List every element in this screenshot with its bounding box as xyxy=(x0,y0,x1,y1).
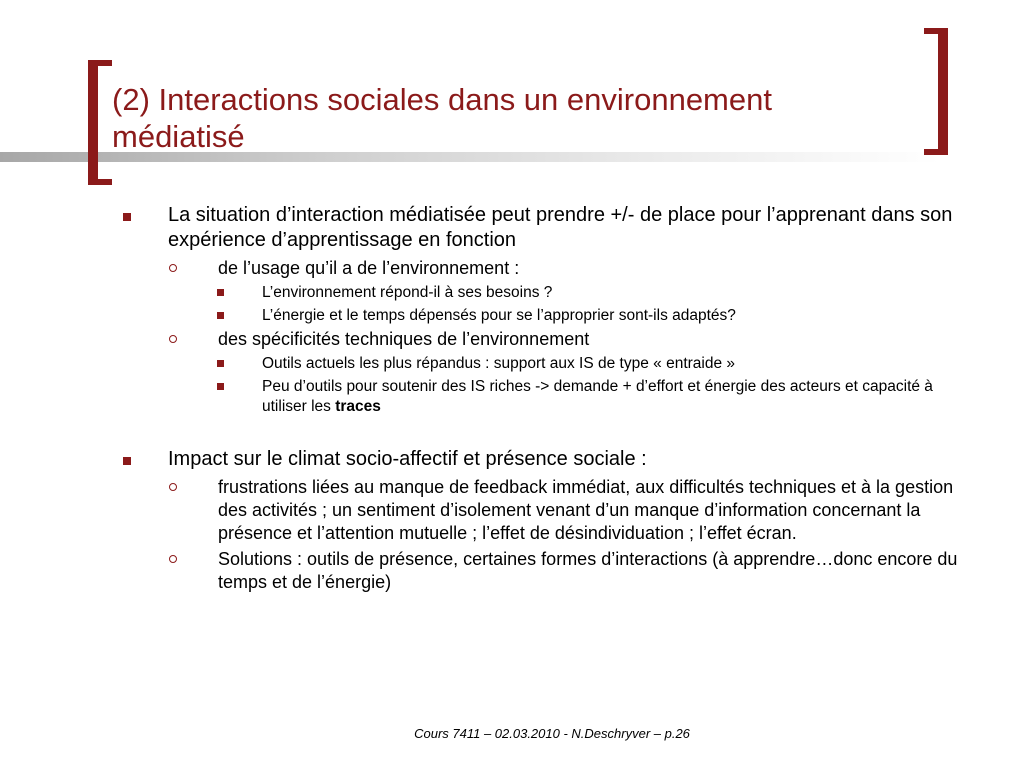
slide-title-line-1: (2) Interactions sociales dans un environnement xyxy=(112,82,772,117)
square-bullet-icon xyxy=(123,457,131,465)
bullet-level2 xyxy=(110,328,970,351)
slide-body xyxy=(110,203,970,597)
bullet-level1 xyxy=(110,447,970,472)
square-bullet-icon xyxy=(217,383,224,390)
square-bullet-icon xyxy=(123,213,131,221)
bullet-text: Outils actuels les plus répandus : support aux IS de type « entraide » xyxy=(262,355,736,372)
slide-footer: Cours 7411 – 02.03.2010 - N.Deschryver – p.26 xyxy=(414,726,690,741)
bullet-text: de l’usage qu’il a de l’environnement : xyxy=(218,258,520,278)
circle-bullet-icon xyxy=(169,483,177,491)
bullet-text: Impact sur le climat socio-affectif et présence sociale : xyxy=(168,448,647,470)
bullet-text: La situation d’interaction médiatisée peut prendre +/- de place pour l’apprenant dans son expérience d’apprentissage en fonction xyxy=(168,204,953,251)
bullet-text: frustrations liées au manque de feedback immédiat, aux difficultés techniques et à la gestion des activités ; un sentiment d’isolement venant d’un manque d’information concernant la présence et l’attention mutuelle ; l’effet de désindividuation ; l’effet écran. xyxy=(218,477,954,543)
slide-title-line-2: médiatisé xyxy=(112,119,245,154)
circle-bullet-icon xyxy=(169,555,177,563)
bullet-text: L’énergie et le temps dépensés pour se l’approprier sont-ils adaptés? xyxy=(262,307,736,324)
bullet-level1 xyxy=(110,203,970,253)
bullet-level3 xyxy=(110,354,970,374)
bold-word-traces: traces xyxy=(335,398,381,415)
square-bullet-icon xyxy=(217,289,224,296)
bullet-text: Solutions : outils de présence, certaines formes d’interactions (à apprendre…donc encore du temps et de l’énergie) xyxy=(218,549,958,592)
bullet-level2 xyxy=(110,257,970,280)
right-bracket-decoration xyxy=(924,28,948,155)
bullet-level2 xyxy=(110,548,970,594)
circle-bullet-icon xyxy=(169,264,177,272)
square-bullet-icon xyxy=(217,312,224,319)
bullet-text: L’environnement répond-il à ses besoins ? xyxy=(262,284,553,301)
circle-bullet-icon xyxy=(169,335,177,343)
bullet-level3 xyxy=(110,306,970,326)
square-bullet-icon xyxy=(217,360,224,367)
left-bracket-decoration xyxy=(88,60,112,185)
spacer xyxy=(110,419,970,447)
bullet-level3 xyxy=(110,377,970,417)
bullet-level3 xyxy=(110,283,970,303)
bullet-level2 xyxy=(110,476,970,545)
bullet-text: des spécificités techniques de l’environnement xyxy=(218,329,590,349)
bullet-text: Peu d’outils pour soutenir des IS riches -> demande + d’effort et énergie des acteurs et capacité à utiliser les xyxy=(262,378,933,415)
slide-title xyxy=(112,81,912,155)
